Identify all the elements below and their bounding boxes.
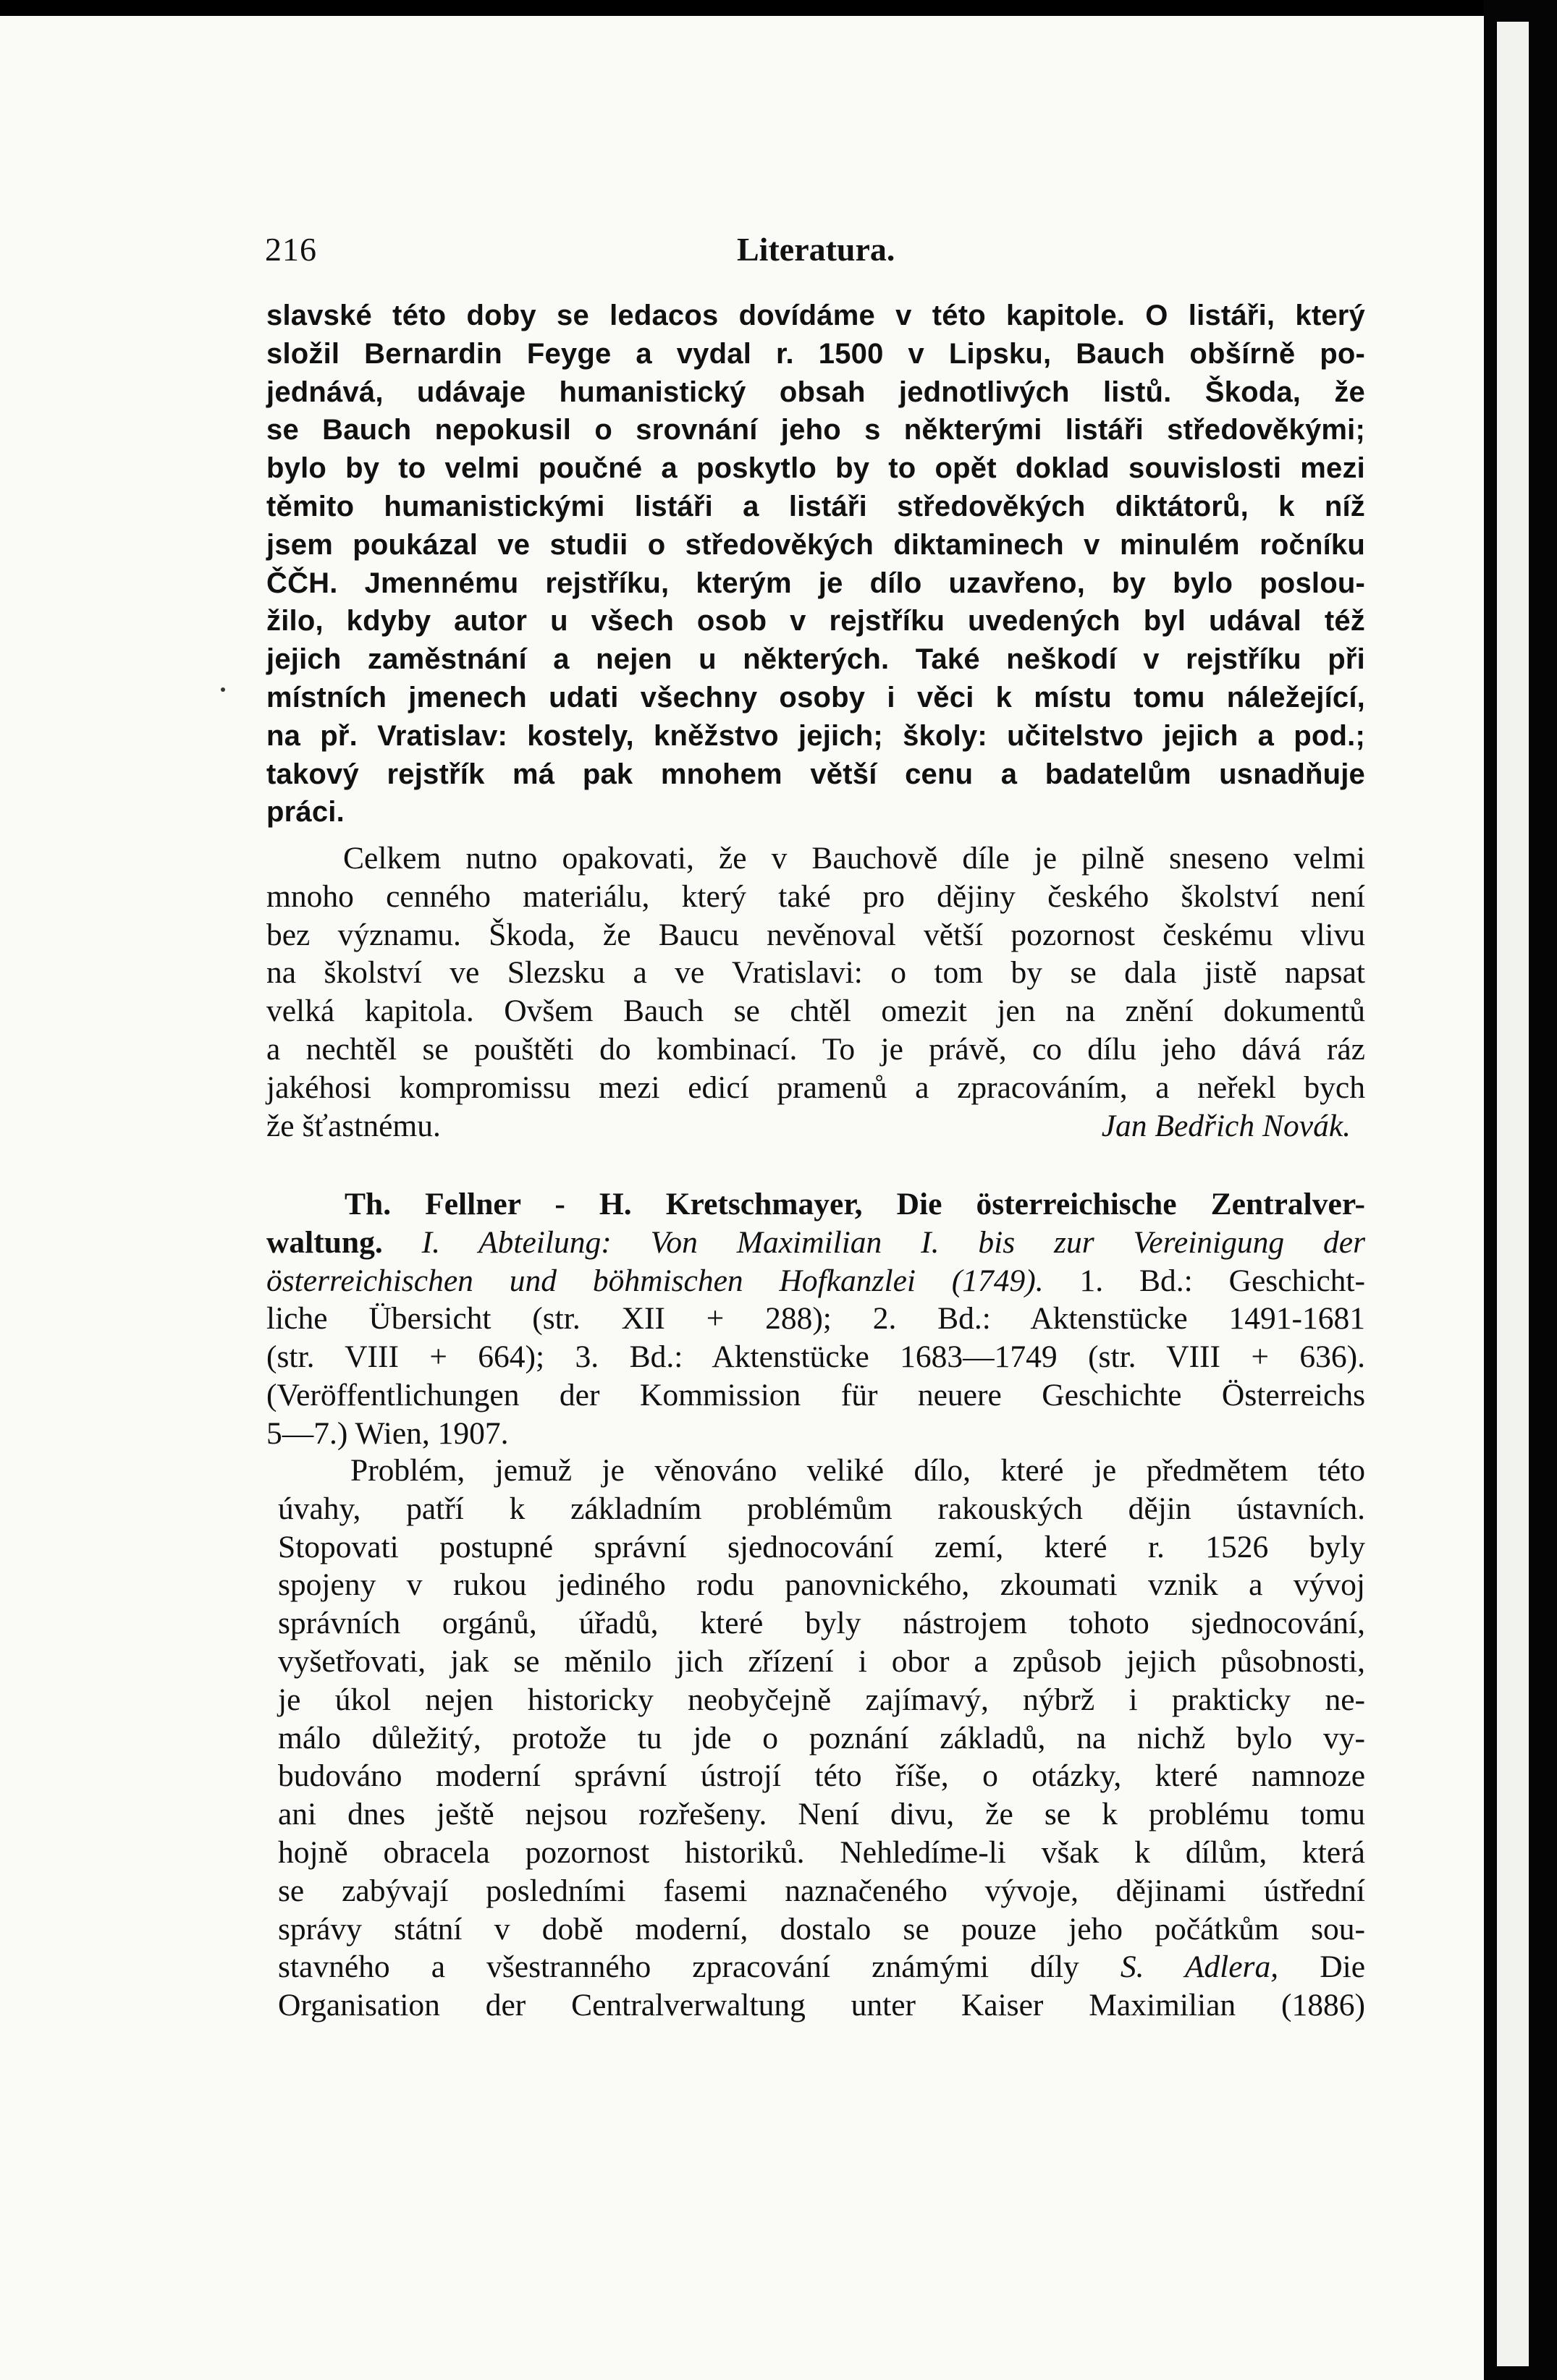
text-line: a nechtěl se pouštěti do kombinací. To je právě, co dílu jeho dává ráz: [266, 1031, 1365, 1067]
paragraph-bauch-review-end: [266, 297, 1365, 831]
paragraph-conclusion: [266, 839, 1365, 1145]
review-title: Die österreichische Zentralver-: [896, 1187, 1366, 1221]
review-subtitle: I. Abteilung: Von Maximilian I. bis zur Vereinigung der: [421, 1224, 1365, 1260]
heading-line: [266, 1185, 1365, 1224]
running-header: [265, 230, 1365, 274]
text-line: složil Bernardin Feyge a vydal r. 1500 v Lipsku, Bauch obšírně po-: [266, 337, 1365, 370]
adjacent-page-edge: [1497, 22, 1529, 2366]
heading-line: (str. VIII + 664); 3. Bd.: Aktenstücke 1683—1749 (str. VIII + 636).: [266, 1339, 1365, 1375]
text-line: [266, 1107, 1365, 1145]
text-line: slavské této doby se ledacos dovídáme v této kapitole. O listáři, který: [266, 300, 1365, 331]
text-line: budováno moderní správní ústrojí této říše, o otázky, které namnoze: [278, 1758, 1365, 1794]
paragraph-problem: [278, 1452, 1365, 2025]
text-line: správy státní v době moderní, dostalo se pouze jeho počátkům sou-: [278, 1911, 1365, 1947]
review-authors: Th. Fellner - H. Kretschmayer,: [345, 1187, 863, 1221]
text-line: takový rejstřík má pak mnohem větší cenu a badatelům usnadňuje: [266, 758, 1365, 790]
text-line: ČČH. Jmennému rejstříku, kterým je dílo uzavřeno, by bylo poslou-: [266, 567, 1365, 599]
text-line: místních jmenech udati všechny osoby i věci k místu tomu náležející,: [266, 681, 1365, 713]
running-title: Literatura.: [737, 231, 895, 268]
text-line: ani dnes ještě nejsou rozřešeny. Není divu, že se k problému tomu: [278, 1797, 1365, 1832]
line-segment: Die: [1320, 1949, 1366, 1985]
text-line: těmito humanistickými listáři a listáři středověkých diktátorů, k níž: [266, 490, 1365, 522]
text-line: vyšetřovati, jak se měnilo jich zřízení i obor a způsob jejich působnosti,: [278, 1643, 1365, 1679]
volume-info: 1. Bd.: Geschicht-: [1079, 1263, 1366, 1298]
text-line: se Bauch nepokusil o srovnání jeho s některými listáři středověkými;: [266, 414, 1365, 446]
heading-line: [266, 1224, 1365, 1262]
text-line: jednává, udávaje humanistický obsah jednotlivých listů. Škoda, že: [266, 376, 1365, 408]
text-line: Celkem nutno opakovati, že v Bauchově díle je pilně sneseno velmi: [343, 841, 1365, 876]
text-line: velká kapitola. Ovšem Bauch se chtěl omezit jen na znění dokumentů: [266, 994, 1365, 1029]
closing-words: že šťastnému.: [266, 1108, 441, 1143]
heading-line: 5—7.) Wien, 1907.: [266, 1415, 509, 1451]
review-subtitle-cont: österreichischen und böhmischen Hofkanzlei (1749).: [266, 1263, 1044, 1298]
line-segment: stavného a všestranného zpracování známými díly: [278, 1949, 1079, 1985]
text-line: je úkol nejen historicky neobyčejně zajímavý, nýbrž i prakticky ne-: [278, 1682, 1365, 1717]
text-line: bez významu. Škoda, že Baucu nevěnoval větší pozornost českému vlivu: [266, 917, 1365, 952]
text-line: žilo, kdyby autor u všech osob v rejstříku uvedených byl udával též: [266, 605, 1365, 638]
author-signature: Jan Bedřich Novák.: [1101, 1108, 1351, 1143]
text-line: úvahy, patří k základním problémům rakouských dějin ústavních.: [278, 1491, 1365, 1526]
text-line: Problém, jemuž je věnováno veliké dílo, které je předmětem této: [350, 1453, 1365, 1488]
author-citation: S. Adlera,: [1120, 1949, 1279, 1985]
text-line: málo důležitý, protože tu jde o poznání základů, na nichž bylo vy-: [278, 1720, 1365, 1756]
text-line: spojeny v rukou jediného rodu panovnického, zkoumati vznik a vývoj: [278, 1567, 1365, 1603]
heading-line: liche Übersicht (str. XII + 288); 2. Bd.: Aktenstücke 1491-1681: [266, 1301, 1365, 1337]
text-line: [278, 1948, 1365, 1986]
text-line: jsem poukázal ve studii o středověkých diktaminech v minulém ročníku: [266, 528, 1365, 561]
page-number: 216: [265, 231, 317, 268]
text-line: správních orgánů, úřadů, které byly nástrojem tohoto sjednocování,: [278, 1606, 1365, 1641]
text-line: bylo by to velmi poučné a poskytlo by to opět doklad souvislosti mezi: [266, 452, 1365, 485]
text-line: Stopovati postupné správní sjednocování zemí, které r. 1526 byly: [278, 1529, 1365, 1564]
stray-mark: [221, 687, 225, 692]
text-line: na př. Vratislav: kostely, kněžstvo jejich; školy: učitelstvo jejich a pod.;: [266, 719, 1365, 752]
text-line: jejich zaměstnání a nejen u některých. Také neškodí v rejstříku při: [266, 643, 1365, 676]
review-title-cont: waltung.: [266, 1224, 383, 1260]
text-line: Organisation der Centralverwaltung unter Kaiser Maximilian (1886): [278, 1988, 1365, 2023]
text-line: hojně obracela pozornost historiků. Nehledíme-li však k dílům, která: [278, 1834, 1365, 1870]
text-line: práci.: [266, 796, 345, 829]
text-line: na školství ve Slezsku a ve Vratislavi: o tom by se dala jistě napsat: [266, 955, 1365, 991]
heading-line: [266, 1262, 1365, 1300]
text-line: jakéhosi kompromissu mezi edicí pramenů a zpracováním, a neřekl bych: [266, 1070, 1365, 1105]
text-line: se zabývají posledními fasemi naznačeného vývoje, dějinami ústřední: [278, 1873, 1365, 1908]
review-bibliographic-heading: [266, 1185, 1365, 1453]
text-line: mnoho cenného materiálu, který také pro dějiny českého školství není: [266, 878, 1365, 914]
heading-line: (Veröffentlichungen der Kommission für neuere Geschichte Österreichs: [266, 1377, 1365, 1413]
